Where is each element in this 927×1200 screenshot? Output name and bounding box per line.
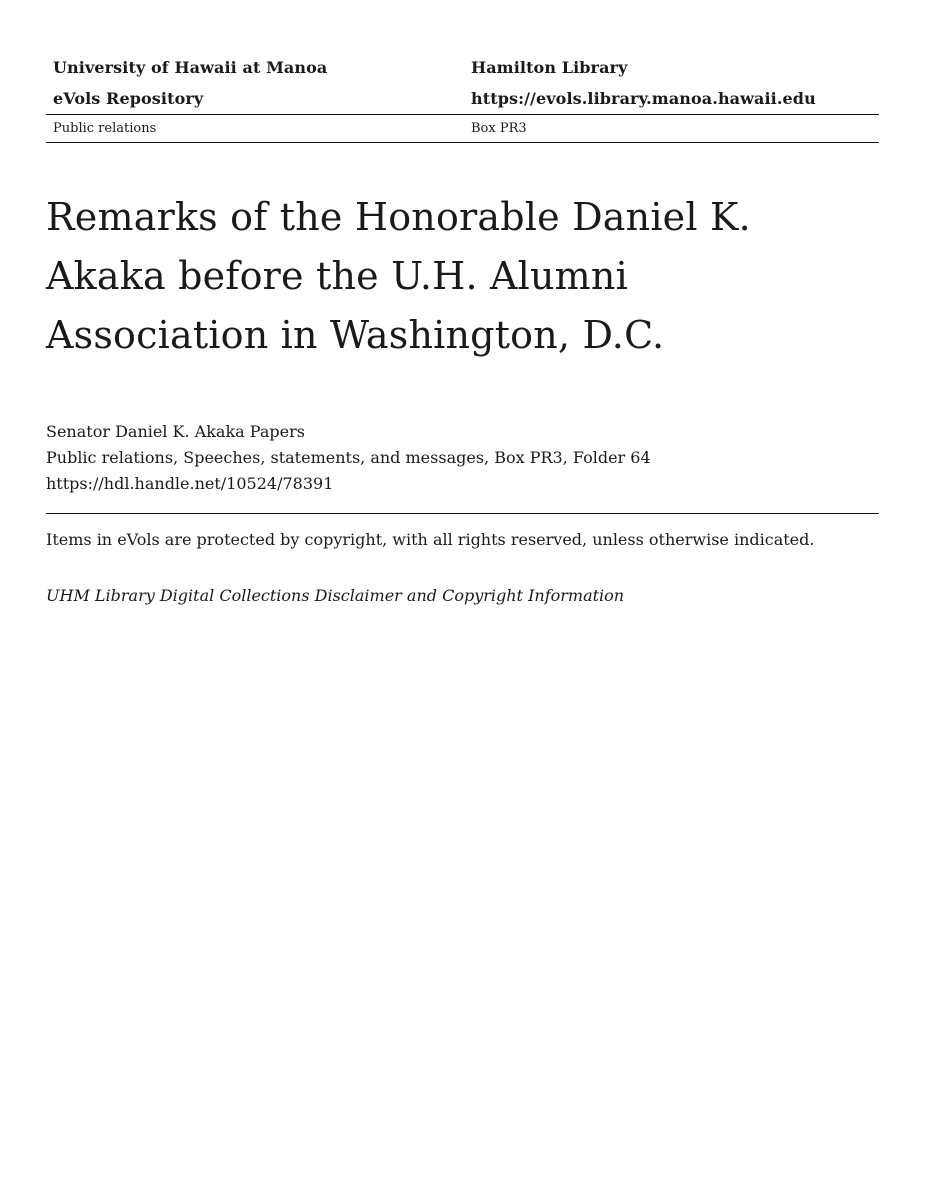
- disclaimer-link[interactable]: UHM Library Digital Collections Disclaimer and Copyright Information: [46, 586, 625, 605]
- header-row-meta: [46, 115, 879, 142]
- header-row-institution: [46, 52, 879, 83]
- box-label: Box PR3: [471, 121, 527, 136]
- document-details: [46, 419, 651, 497]
- folder-location: Public relations, Speeches, statements, and messages, Box PR3, Folder 64: [46, 448, 651, 467]
- collection-name: Senator Daniel K. Akaka Papers: [46, 422, 305, 441]
- repository-name: eVols Repository: [53, 89, 204, 108]
- cover-page: [46, 0, 879, 1200]
- section-divider: [46, 513, 879, 514]
- header-bottom-divider: [46, 142, 879, 143]
- rights-statement: Items in eVols are protected by copyright, with all rights reserved, unless otherwise indicated.: [46, 530, 815, 549]
- document-title: Remarks of the Honorable Daniel K. Akaka before the U.H. Alumni Association in Washington, D.C.: [46, 195, 751, 357]
- collection-series: Public relations: [53, 121, 157, 136]
- handle-link[interactable]: https://hdl.handle.net/10524/78391: [46, 474, 334, 493]
- institution-name: University of Hawaii at Manoa: [53, 58, 328, 77]
- repository-url-link[interactable]: https://evols.library.manoa.hawaii.edu: [471, 89, 816, 108]
- header-row-repository: [46, 83, 879, 114]
- library-name: Hamilton Library: [471, 58, 628, 77]
- repository-header: [46, 52, 879, 143]
